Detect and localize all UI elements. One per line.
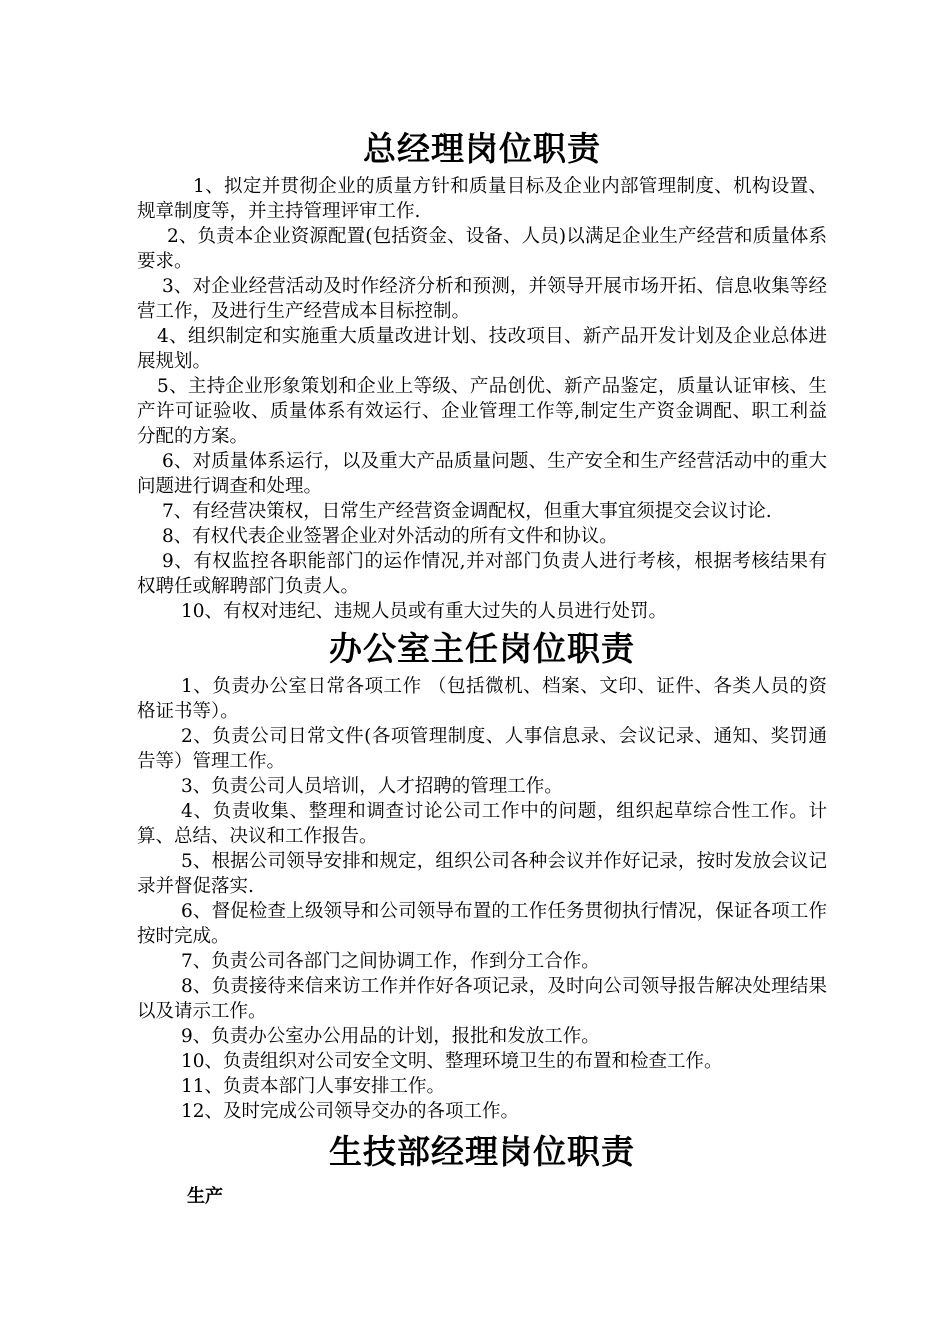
- duty-item: 6、督促检查上级领导和公司领导布置的工作任务贯彻执行情况，保证各项工作按时完成。: [137, 901, 827, 947]
- section-office-director: [137, 624, 827, 1124]
- duty-item: 5、主持企业形象策划和企业上等级、产品创优、新产品鉴定，质量认证审核、生产许可证验收、质量体系有效运行、企业管理工作等,制定生产资金调配、职工利益分配的方案。: [137, 376, 827, 447]
- duty-item: 7、有经营决策权，日常生产经营资金调配权，但重大事宜须提交会议讨论.: [162, 501, 772, 522]
- document-body: [137, 124, 827, 1217]
- section-production-tech-manager: [137, 1127, 827, 1217]
- section-title: 办公室主任岗位职责: [329, 629, 635, 668]
- section-general-manager: [137, 124, 827, 624]
- duty-item: 8、有权代表企业签署企业对外活动的所有文件和协议。: [162, 526, 618, 547]
- duty-item: 7、负责公司各部门之间协调工作，作到分工合作。: [181, 951, 600, 972]
- duty-item: 12、及时完成公司领导交办的各项工作。: [181, 1101, 520, 1122]
- subheading: 生产: [187, 1186, 223, 1207]
- duty-item: 2、负责本企业资源配置(包括资金、设备、人员)以满足企业生产经营和质量体系要求。: [137, 226, 827, 272]
- duty-item: 10、负责组织对公司安全文明、整理环境卫生的布置和检查工作。: [181, 1051, 723, 1072]
- duty-item: 2、负责公司日常文件(各项管理制度、人事信息录、会议记录、通知、奖罚通告等）管理工作。: [137, 726, 827, 772]
- duty-item: 10、有权对违纪、违规人员或有重大过失的人员进行处罚。: [181, 601, 668, 622]
- duty-item: 11、负责本部门人事安排工作。: [181, 1076, 446, 1097]
- section-title: 总经理岗位职责: [363, 129, 601, 168]
- duty-item: 1、负责办公室日常各项工作 （包括微机、档案、文印、证件、各类人员的资格证书等）。: [137, 676, 827, 722]
- duty-item: 9、负责办公室办公用品的计划，报批和发放工作。: [181, 1026, 600, 1047]
- duty-item: 4、组织制定和实施重大质量改进计划、技改项目、新产品开发计划及企业总体进展规划。: [137, 326, 827, 372]
- duty-item: 1、拟定并贯彻企业的质量方针和质量目标及企业内部管理制度、机构设置、规章制度等，并主持管理评审工作.: [137, 176, 827, 222]
- duty-item: 6、对质量体系运行，以及重大产品质量问题、生产安全和生产经营活动中的重大问题进行调查和处理。: [137, 451, 827, 497]
- duty-item: 3、负责公司人员培训，人才招聘的管理工作。: [181, 776, 563, 797]
- duty-item: 4、负责收集、整理和调查讨论公司工作中的问题，组织起草综合性工作。计算、总结、决议和工作报告。: [137, 801, 827, 847]
- duty-item: 3、对企业经营活动及时作经济分析和预测，并领导开展市场开拓、信息收集等经营工作，及进行生产经营成本目标控制。: [137, 276, 827, 322]
- section-title: 生技部经理岗位职责: [329, 1132, 635, 1171]
- duty-item: 5、根据公司领导安排和规定，组织公司各种会议并作好记录，按时发放会议记录并督促落实.: [137, 851, 827, 897]
- duty-item: 9、有权监控各职能部门的运作情况,并对部门负责人进行考核，根据考核结果有权聘任或解聘部门负责人。: [137, 551, 827, 597]
- duty-item: 8、负责接待来信来访工作并作好各项记录，及时向公司领导报告解决处理结果以及请示工作。: [137, 976, 827, 1022]
